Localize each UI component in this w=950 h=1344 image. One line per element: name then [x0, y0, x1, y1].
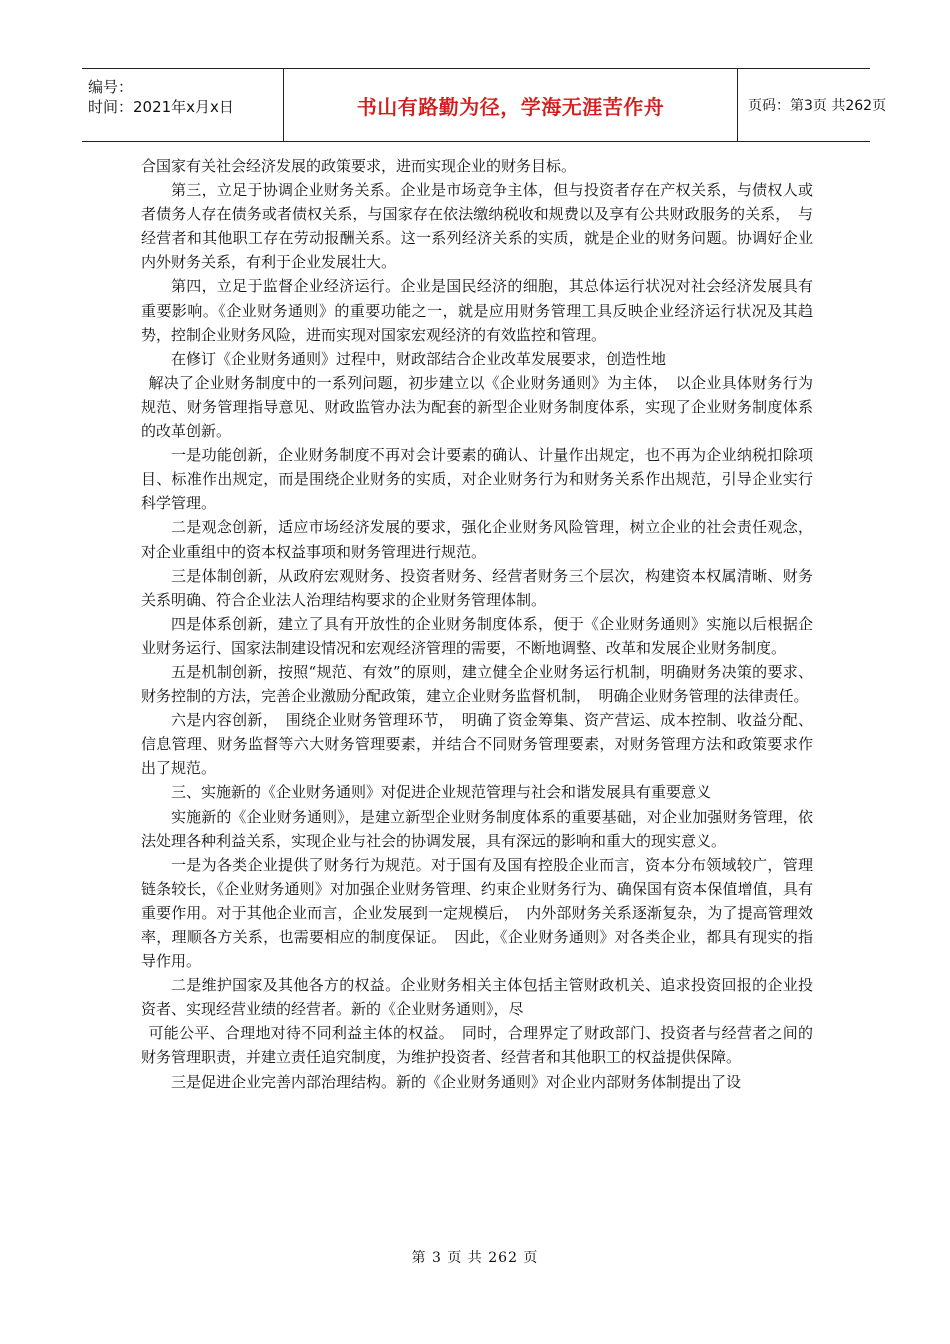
header-motto: 书山有路勤为径，学海无涯苦作舟 [284, 69, 738, 141]
paragraph: 可能公平、合理地对待不同利益主体的权益。 同时，合理界定了财政部门、投资者与经营者之间的财务管理职责，并建立责任追究制度，为维护投资者、经营者和其他职工的权益提供保障。 [141, 1024, 813, 1067]
paragraph: 第四，立足于监督企业经济运行。企业是国民经济的细胞，其总体运行状况对社会经济发展具有重要影响。《企业财务通则》的重要功能之一，就是应用财务管理工具反映企业经济运行状况及其趋势，控制企业财务风险，进而实现对国家宏观经济的有效监控和管理。 [141, 277, 813, 344]
document-number-label: 编号： [88, 78, 134, 96]
paragraph: 三是促进企业完善内部治理结构。新的《企业财务通则》对企业内部财务体制提出了设 [171, 1072, 742, 1091]
paragraph: 解决了企业财务制度中的一系列问题，初步建立以《企业财务通则》为主体， 以企业具体财务行为规范、财务管理指导意见、财政监管办法为配套的新型企业财务制度体系，实现了企业财务制度体系的改革创新。 [141, 373, 813, 441]
paragraph: 二是观念创新，适应市场经济发展的要求，强化企业财务风险管理，树立企业的社会责任观念，对企业重组中的资本权益事项和财务管理进行规范。 [141, 518, 813, 561]
header-page-info: 页码：第3页 共262页 [748, 98, 887, 114]
paragraph: 三是体制创新，从政府宏观财务、投资者财务、经营者财务三个层次，构建资本权属清晰、财务关系明确、符合企业法人治理结构要求的企业财务管理体制。 [141, 566, 813, 609]
paragraph: 二是维护国家及其他各方的权益。企业财务相关主体包括主管财政机关、追求投资回报的企业投资者、实现经营业绩的经营者。新的《企业财务通则》，尽 [141, 976, 813, 1019]
header-meta [82, 69, 284, 141]
paragraph: 四是体系创新，建立了具有开放性的企业财务制度体系，便于《企业财务通则》实施以后根据企业财务运行、国家法制建设情况和宏观经济管理的需要，不断地调整、改革和发展企业财务制度。 [141, 614, 813, 657]
paragraph: 一是为各类企业提供了财务行为规范。对于国有及国有控股企业而言，资本分布领域较广，管理链条较长，《企业财务通则》对加强企业财务管理、约束企业财务行为、确保国有资本保值增值，具有重要作用。对于其他企业而言，企业发展到一定规模后， 内外部财务关系逐渐复杂，为了提高管理效率，理顺各方关系，也需要相应的制度保证。 因此，《企业财务通则》对各类企业，都具有现实的指导作用。 [141, 855, 813, 971]
document-date: 时间：2021年x月x日 [88, 98, 234, 116]
section-heading: 三、实施新的《企业财务通则》对促进企业规范管理与社会和谐发展具有重要意义 [171, 783, 712, 802]
paragraph: 合国家有关社会经济发展的政策要求，进而实现企业的财务目标。 [141, 157, 577, 175]
paragraph: 一是功能创新，企业财务制度不再对会计要素的确认、计量作出规定，也不再为企业纳税扣除项目、标准作出规定，而是围绕企业财务的实质，对企业财务行为和财务关系作出规范，引导企业实行科学管理。 [141, 446, 813, 513]
paragraph: 五是机制创新，按照“规范、有效”的原则，建立健全企业财务运行机制，明确财务决策的要求、财务控制的方法，完善企业激励分配政策，建立企业财务监督机制， 明确企业财务管理的法律责任。 [141, 662, 813, 706]
page-footer: 第 3 页 共 262 页 [411, 1250, 539, 1266]
paragraph: 实施新的《企业财务通则》，是建立新型企业财务制度体系的重要基础，对企业加强财务管理，依法处理各种利益关系，实现企业与社会的协调发展，具有深远的影响和重大的现实意义。 [141, 807, 813, 850]
document-body [141, 154, 813, 1094]
page-header [82, 68, 887, 142]
paragraph: 第三，立足于协调企业财务关系。企业是市场竞争主体，但与投资者存在产权关系，与债权人或者债务人存在债务或者债权关系，与国家存在依法缴纳税收和规费以及享有公共财政服务的关系， 与经营者和其他职工存在劳动报酬关系。这一系列经济关系的实质，就是企业的财务问题。协调好企业内外财务关系，有利于企业发展壮大。 [141, 181, 813, 272]
paragraph: 六是内容创新， 围绕企业财务管理环节， 明确了资金筹集、资产营运、成本控制、收益分配、信息管理、财务监督等六大财务管理要素，并结合不同财务管理要素，对财务管理方法和政策要求作出了规范。 [141, 711, 813, 778]
paragraph: 在修订《企业财务通则》过程中，财政部结合企业改革发展要求，创造性地 [171, 349, 667, 368]
